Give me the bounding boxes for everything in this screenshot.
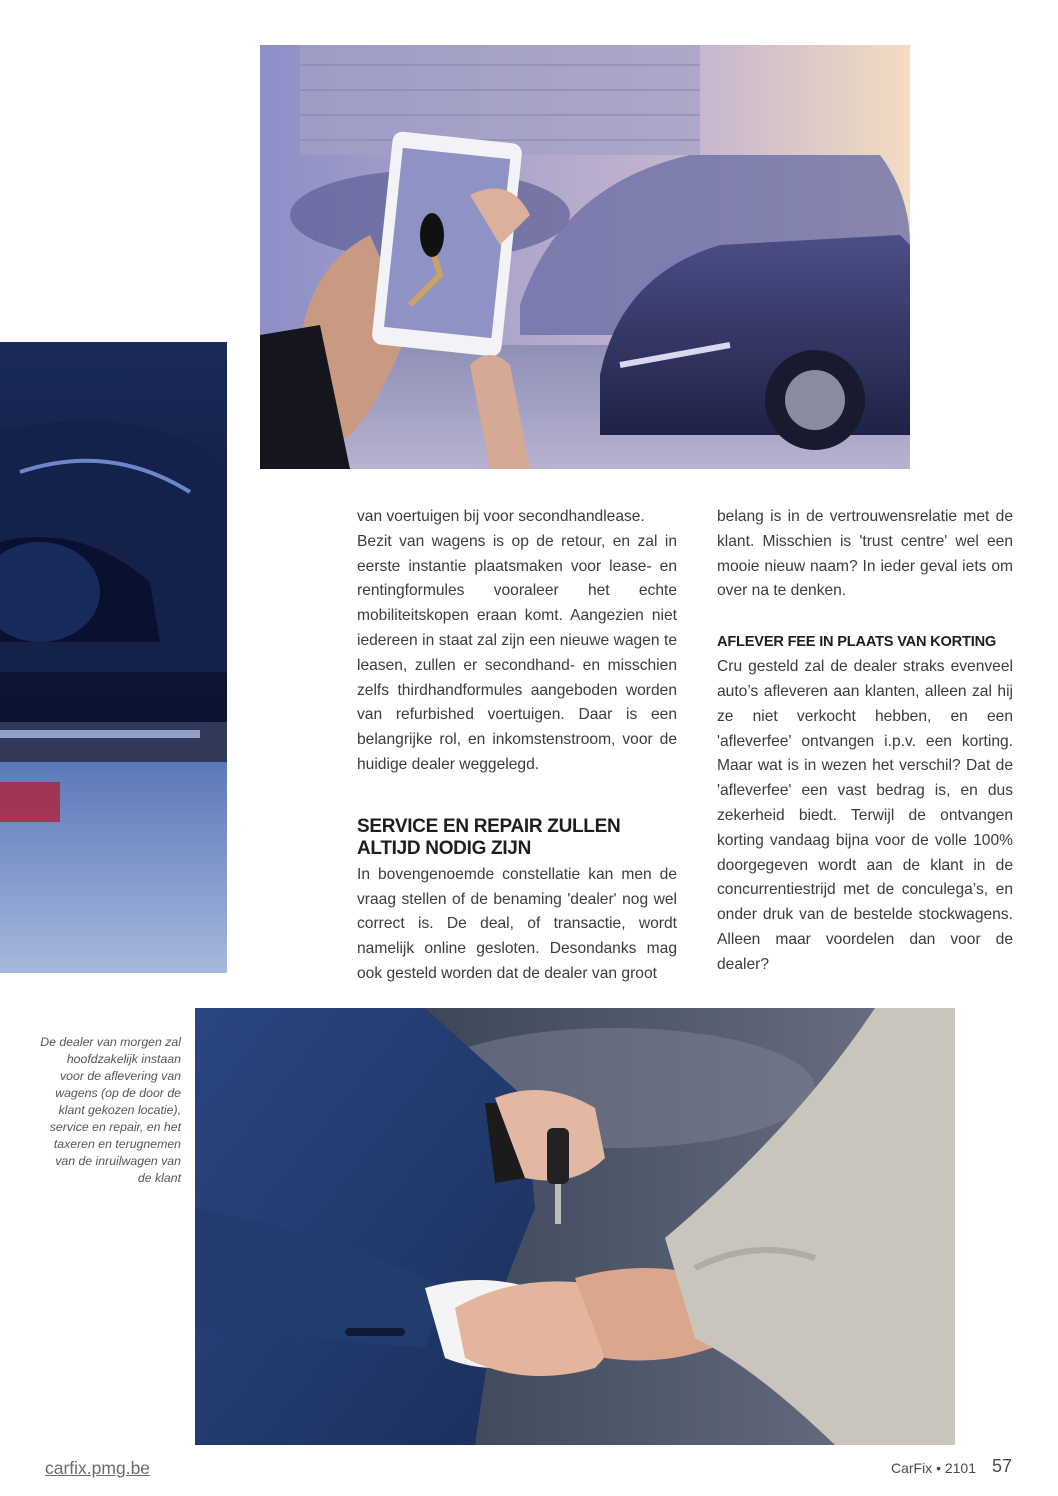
photo-dark-car-side [0,342,227,973]
paragraph: Bezit van wagens is op de retour, en zal in eerste instantie plaatsmaken voor lease- en rentingformules vooraleer het echte mobiliteitskopen eraan komt. Aangezien niet iedereen in staat zal zijn een nieuwe wagen te leasen, zullen er secondhand- en misschien zelfs thirdhandformules aangeboden worden van refurbished voertuigen. Daar is een belangrijke rol, en inkomstenstroom, voor de huidige dealer weggelegd. [357,532,677,773]
section-heading: SERVICE EN REPAIR ZULLEN ALTIJD NODIG ZIJN [357,815,621,859]
paragraph: van voertuigen bij voor secondhandlease. [357,508,645,525]
photo-caption: De dealer van morgen zal hoofdzakelijk instaan voor de aflevering van wagens (op de door de klant gekozen locatie), service en repair, en het taxeren en terugnemen van de inruilwagen van de klant [40,1035,181,1185]
photo-handshake-key-handover [195,1008,955,1445]
footer-website-link[interactable]: carfix.pmg.be [45,1458,151,1478]
photo-phone-car-key [260,45,910,469]
article-column-2 [717,505,1013,978]
paragraph: Cru gesteld zal de dealer straks evenveel auto’s afleveren aan klanten, alleen zal hij ze niet verkocht hebben, en een 'afleverfee' ontvangen i.p.v. een korting. Maar wat is in wezen het verschil? Dat de 'afleverfee' een vast bedrag is, en dus zekerheid biedt. Terwijl de ontvangen korting vandaag bijna voor de volle 100% doorgegeven wordt aan de klant in de concurrentiestrijd met de conculega’s, en onder druk van de bestelde stockwagens. Alleen maar voordelen dan voor de dealer? [717,658,1013,973]
article-column-1 [357,505,677,987]
footer-magazine-issue: CarFix • 2101 [890,1460,976,1476]
section-heading: AFLEVER FEE IN PLAATS VAN KORTING [717,634,997,651]
paragraph: In bovengenoemde constellatie kan men de vraag stellen of de benaming 'dealer' nog wel correct is. De deal, of transactie, wordt namelijk online gesloten. Desondanks mag ook gesteld worden dat de dealer van groot [357,865,677,982]
page-number: 57 [992,1456,1013,1476]
paragraph: belang is in de vertrouwensrelatie met de klant. Misschien is 'trust centre' wel een mooie nieuw naam? In ieder geval iets om over na te denken. [717,508,1013,600]
